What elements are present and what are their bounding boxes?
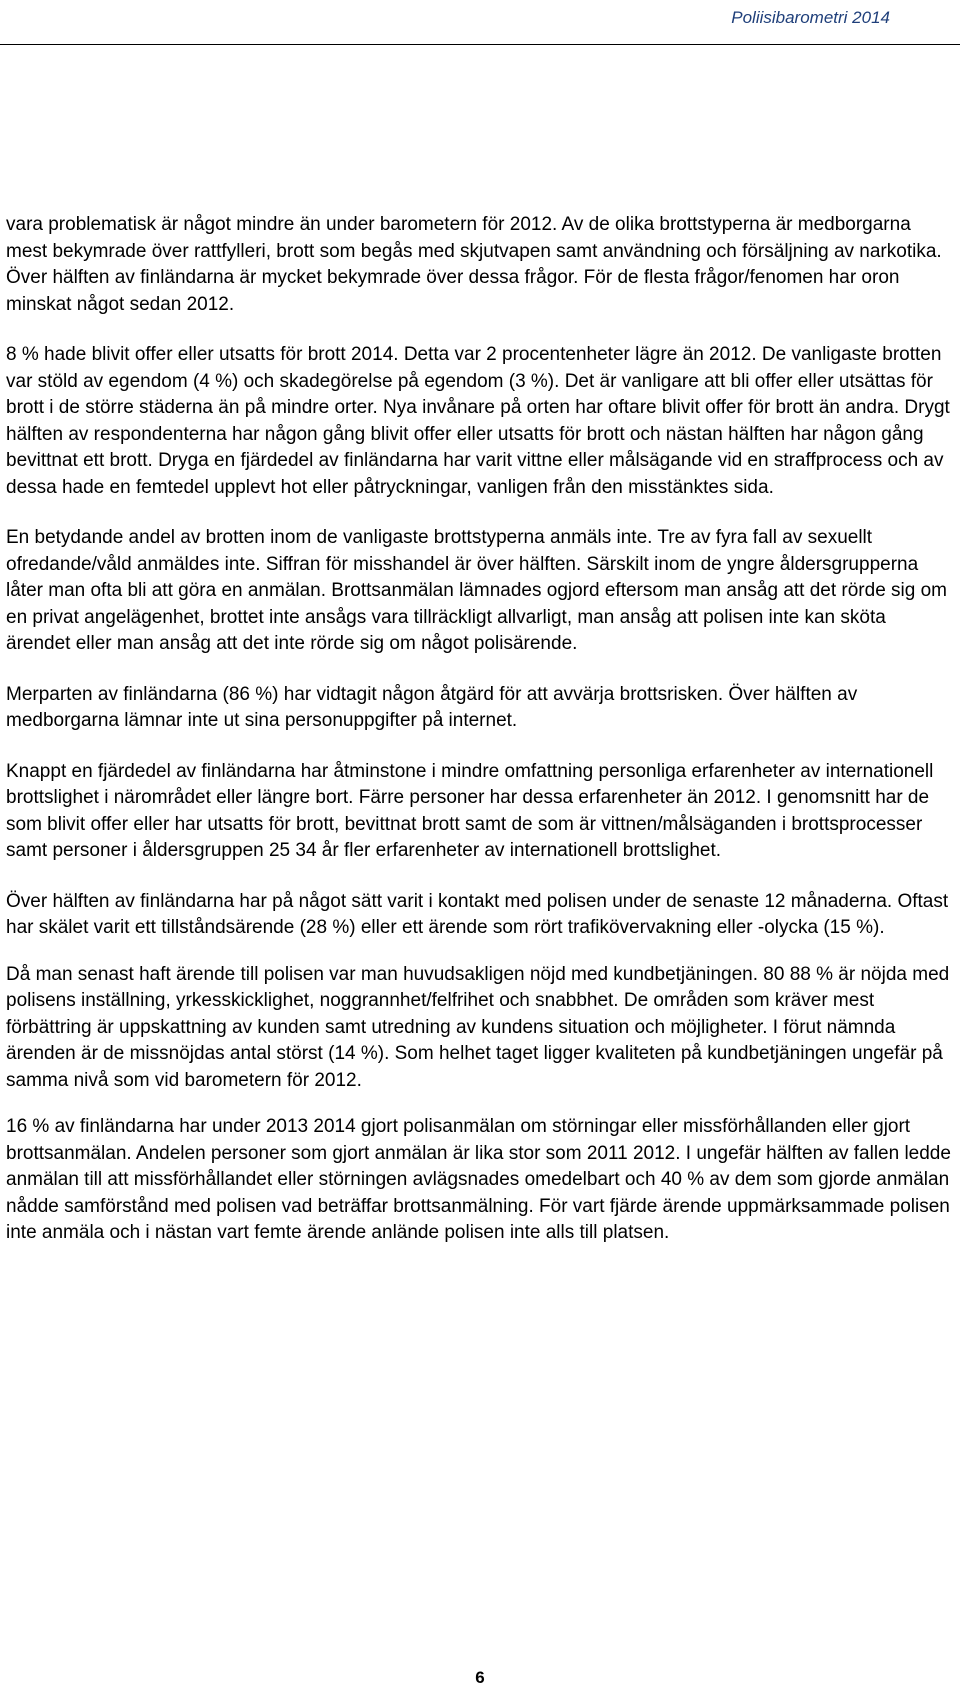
paragraph-international-crime: Knappt en fjärdedel av finländarna har åtminstone i mindre omfattning personliga erfarenheter av internationell brottslighet i närområdet eller längre bort. Färre personer har dessa erfarenheter än 2012. I genomsnitt har de som blivit offer eller har utsatts för brott, bevittnat brott samt de som är vittnen/målsäganden i brottsprocesser samt personer i åldersgruppen 25 34 år fler erfarenheter av internationell brottslighet.: [6, 760, 934, 861]
page-number: 6: [475, 1668, 485, 1687]
paragraph-police-contact: Över hälften av finländarna har på något sätt varit i kontakt med polisen under de senaste 12 månaderna. Oftast har skälet varit ett tillståndsärende (28 %) eller ett ärende som rört trafikövervakning eller -olycka (15 %).: [6, 890, 949, 938]
paragraph-disturbance-reports: 16 % av finländarna har under 2013 2014 gjort polisanmälan om störningar eller missförhållanden eller gjort brottsanmälan. Andelen personer som gjort anmälan är lika stor som 2011 2012. I ungefär hälften av fallen ledde anmälan till att missförhållandet eller störningen avlägsnades omedelbart och 40 % av dem som gjorde anmälan nådde samförstånd med polisen vad beträffar brottsanmälning. För vart fjärde ärende uppmärksammade polisen inte anmäla och i nästan vart femte ärende anlände polisen inte alls till platsen.: [6, 1116, 951, 1243]
document-body: [6, 212, 954, 1271]
paragraph-customer-service: Då man senast haft ärende till polisen var man huvudsakligen nöjd med kundbetjäningen. 80 88 % är nöjda med polisens inställning, yrkesskicklighet, noggrannhet/felfrihet och snabbhet. De områden som kräver mest förbättring är uppskattning av kunden samt utredning av kundens situation och möjligheter. I förut nämnda ärenden är de missnöjdas antal störst (14 %). Som helhet taget ligger kvaliteten på kundbetjäningen ungefär på samma nivå som vid barometern för 2012.: [6, 963, 950, 1091]
paragraph-reporting: En betydande andel av brotten inom de vanligaste brottstyperna anmäls inte. Tre av fyra fall av sexuellt ofredande/våld anmäldes inte. Siffran för misshandel är över hälften. Särskilt inom de yngre åldersgrupperna låter man ofta bli att göra en anmälan. Brottsanmälan lämnades ogjord eftersom man ansåg att det rörde sig om en privat angelägenhet, brottet inte ansågs vara tillräckligt allvarligt, man ansåg att polisen inte kan sköta ärendet eller man ansåg att det inte rörde sig om något polisärende.: [6, 527, 948, 654]
running-header: Poliisibarometri 2014: [731, 8, 890, 27]
header-divider: [0, 44, 960, 45]
paragraph-concerns: vara problematisk är något mindre än under barometern för 2012. Av de olika brottstyperna är medborgarna mest bekymrade över rattfylleri, brott som begås med skjutvapen samt användning och försäljning av narkotika. Över hälften av finländarna är mycket bekymrade över dessa frågor. För de flesta frågor/fenomen har oron minskat något sedan 2012.: [6, 214, 942, 315]
paragraph-victims: 8 % hade blivit offer eller utsatts för brott 2014. Detta var 2 procentenheter lägre än 2012. De vanligaste brotten var stöld av egendom (4 %) och skadegörelse på egendom (3 %). Det är vanligare att bli offer eller utsättas för brott i de större städerna än på mindre orter. Nya invånare på orten har oftare blivit offer för brott än andra. Drygt hälften av respondenterna har någon gång blivit offer eller utsatts för brott och nästan hälften har någon gång bevittnat ett brott. Dryga en fjärdedel av finländarna har varit vittne eller målsägande vid en straffprocess och av dessa hade en femtedel upplevt hot eller påtryckningar, vanligen från den misstänktes sida.: [6, 344, 950, 498]
paragraph-prevention: Merparten av finländarna (86 %) har vidtagit någon åtgärd för att avvärja brottsrisken. Över hälften av medborgarna lämnar inte ut sina personuppgifter på internet.: [6, 683, 858, 731]
